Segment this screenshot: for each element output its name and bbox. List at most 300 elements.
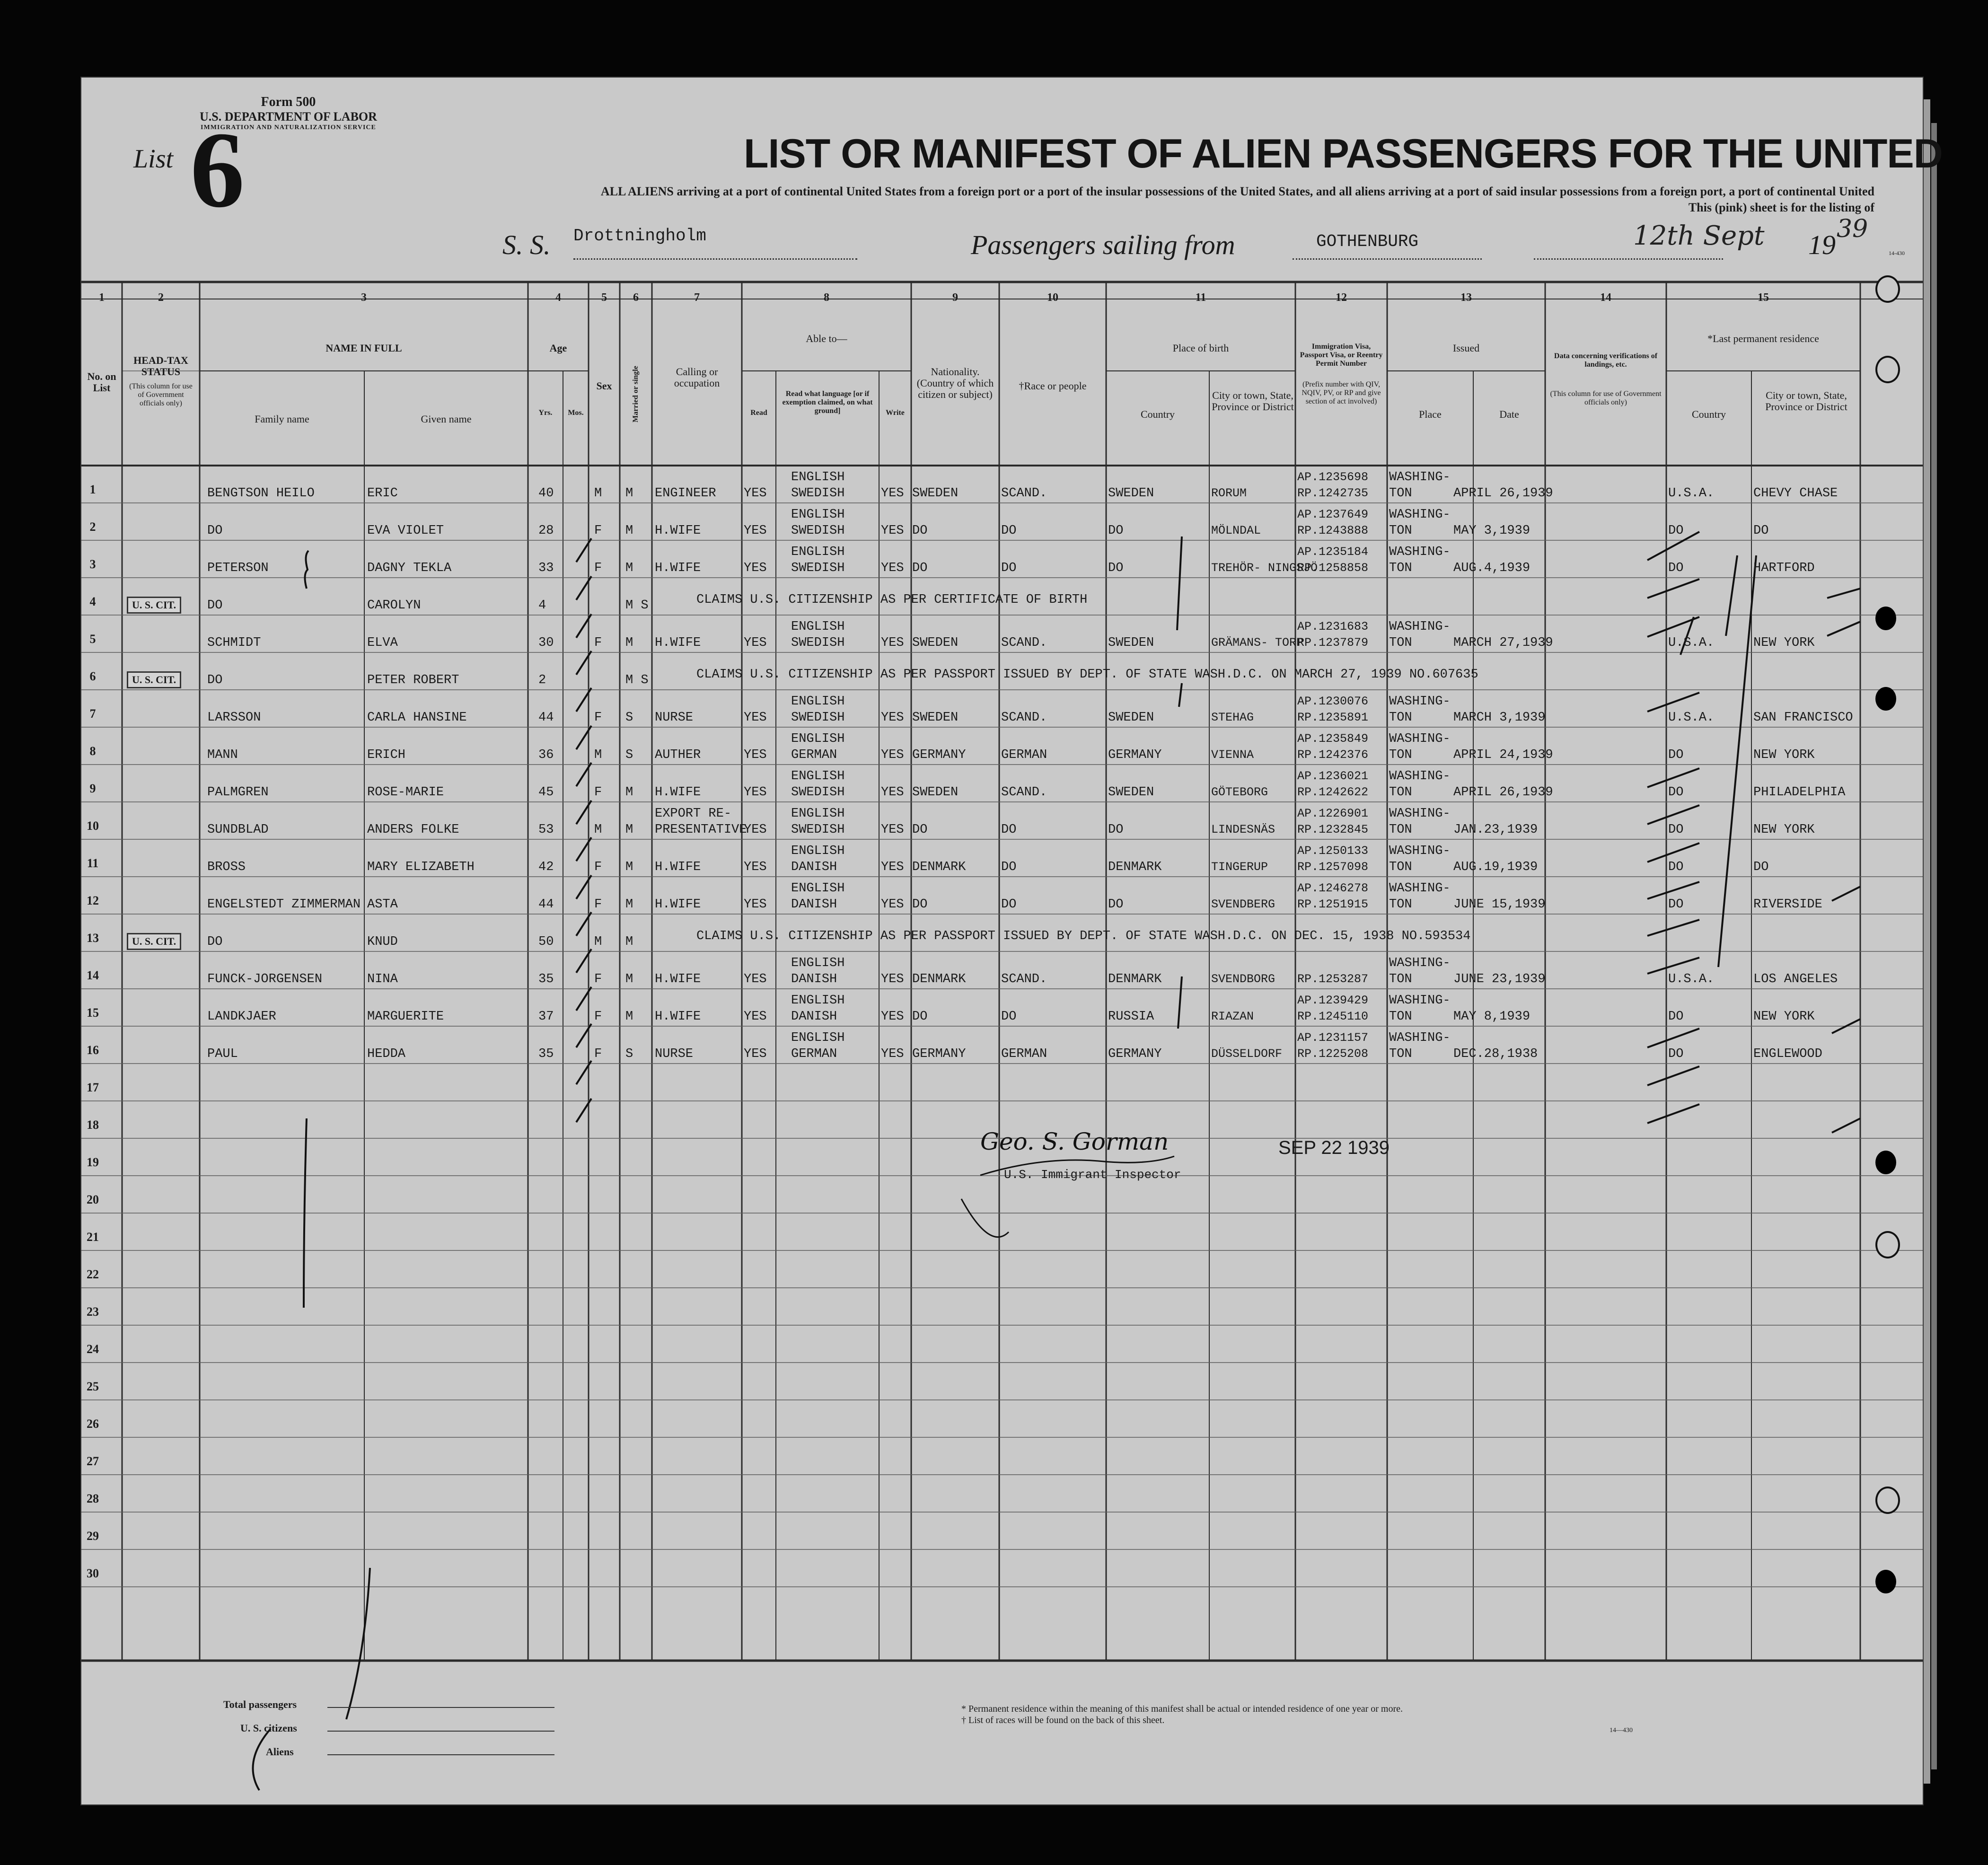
reentry-permit-number: RP.1242622 [1297,785,1369,799]
issued-place-line-1: WASHING- [1389,620,1451,634]
marital-status: S [625,711,633,725]
issued-place-line-1: WASHING- [1389,470,1451,484]
reentry-permit-number: RP.1245110 [1297,1010,1369,1023]
age-years: 4 [538,598,546,613]
row-number: 13 [87,931,99,945]
visa-number: AP.1231157 [1297,1031,1369,1045]
can-read: YES [744,524,767,538]
row-number: 17 [87,1081,99,1094]
age-years: 50 [538,935,554,949]
age-years: 44 [538,711,554,725]
read-language-2: SWEDISH [791,785,845,800]
us-citizen-stamp: U. S. CIT. [127,671,181,688]
footer-form-code: 14—430 [1610,1727,1633,1734]
sex: F [594,711,602,725]
column-number-1: 1 [99,291,105,304]
list-number: 6 [190,109,245,230]
header-family-name: Family name [255,413,309,425]
marital-status: S [625,1047,633,1061]
page-edge-shadow [1931,123,1937,1769]
age-years: 53 [538,823,554,837]
family-name: DO [207,598,223,613]
marital-status: M [625,935,633,949]
residence-city: SAN FRANCISCO [1753,711,1853,725]
visa-number: AP.1231683 [1297,620,1369,633]
family-name: BENGTSON HEILO [207,486,315,501]
residence-city: NEW YORK [1753,823,1815,837]
header-age-months: Mos. [568,409,584,417]
header-read: Read [750,409,767,417]
visa-number: AP.1250133 [1297,844,1369,858]
citizenship-claim: CLAIMS U.S. CITIZENSHIP AS PER CERTIFICATE OF BIRTH [696,593,1088,607]
row-number: 21 [87,1230,99,1244]
issued-place-line-1: WASHING- [1389,881,1451,896]
given-name: ERICH [367,748,406,762]
birth-country: SWEDEN [1108,486,1154,501]
race: DO [1001,897,1017,912]
birth-country: DO [1108,897,1124,912]
visa-number: AP.1246278 [1297,881,1369,895]
residence-country: DO [1668,860,1684,874]
marital-status: M [625,561,633,575]
nationality: GERMANY [912,1047,966,1061]
can-write: YES [881,823,904,837]
issued-date: MAY 3,1939 [1453,524,1531,538]
column-number-14: 14 [1600,291,1611,304]
occupation: H.WIFE [655,636,701,650]
birth-city: SVENDBORG [1211,972,1275,986]
can-write: YES [881,748,904,762]
row-number: 18 [87,1118,99,1132]
age-years: 33 [538,561,554,575]
sex: F [594,636,602,650]
row-number: 23 [87,1305,99,1319]
department-name: U.S. DEPARTMENT OF LABOR [200,110,377,123]
header-verifications-note: (This column for use of Government officials only) [1550,390,1662,406]
row-number: 25 [87,1380,99,1393]
marital-status: M [625,785,633,800]
manifest-sheet [81,78,1943,1804]
given-name: ANDERS FOLKE [367,823,459,837]
family-name: PALMGREN [207,785,269,800]
race: GERMAN [1001,748,1047,762]
birth-city: RORUM [1211,486,1247,500]
read-language-1: ENGLISH [791,844,845,858]
given-name: MARY ELIZABETH [367,860,475,874]
given-name: KNUD [367,935,398,949]
birth-city: STEHAG [1211,711,1254,724]
header-nationality: Nationality. (Country of which citizen or subject) [916,366,994,400]
column-number-11: 11 [1195,291,1206,304]
nationality: DO [912,897,928,912]
read-language-1: ENGLISH [791,470,845,484]
can-read: YES [744,785,767,800]
issued-place-line-2: TON [1389,561,1412,575]
residence-city: CHEVY CHASE [1753,486,1838,501]
can-read: YES [744,1047,767,1061]
issued-place-line-2: TON [1389,972,1412,986]
header-visa: Immigration Visa, Passport Visa, or Reentry Permit Number [1300,343,1383,368]
marital-status: S [625,748,633,762]
read-language-1: ENGLISH [791,956,845,970]
issued-place-line-2: TON [1389,785,1412,800]
reentry-permit-number: RP.1257098 [1297,860,1369,874]
sex: M [594,935,602,949]
issued-place-line-2: TON [1389,486,1412,501]
reentry-permit-number: RP.1225208 [1297,1047,1369,1061]
residence-country: DO [1668,1047,1684,1061]
read-language-1: ENGLISH [791,695,845,709]
can-write: YES [881,711,904,725]
given-name: EVA VIOLET [367,524,444,538]
issued-place-line-1: WASHING- [1389,844,1451,858]
can-write: YES [881,561,904,575]
birth-country: GERMANY [1108,748,1162,762]
residence-country: DO [1668,561,1684,575]
birth-city: GÖTEBORG [1211,785,1268,799]
family-name: BROSS [207,860,246,874]
reentry-permit-number: RP.1253287 [1297,972,1369,986]
marital-status: M [625,1010,633,1024]
issued-place-line-1: WASHING- [1389,508,1451,522]
header-name-in-full: NAME IN FULL [325,342,402,354]
row-number: 7 [89,707,96,721]
footer-total-passengers: Total passengers [223,1698,297,1710]
occupation: H.WIFE [655,785,701,800]
nationality: DENMARK [912,860,966,874]
issued-date: JAN.23,1939 [1453,823,1538,837]
column-number-6: 6 [633,291,639,304]
issued-place-line-1: WASHING- [1389,769,1451,783]
age-years: 35 [538,1047,554,1061]
read-language-2: DANISH [791,897,837,912]
can-write: YES [881,860,904,874]
given-name: MARGUERITE [367,1010,444,1024]
residence-city: NEW YORK [1753,636,1815,650]
residence-country: U.S.A. [1668,636,1715,650]
nationality: SWEDEN [912,711,959,725]
family-name: PETERSON [207,561,269,575]
residence-city: HARTFORD [1753,561,1815,575]
issued-date: MARCH 3,1939 [1453,711,1546,725]
visa-number: AP.1226901 [1297,807,1369,820]
can-write: YES [881,636,904,650]
issued-place-line-2: TON [1389,636,1412,650]
read-language-2: DANISH [791,972,837,986]
inspector-signature: Geo. S. Gorman [980,1128,1169,1155]
read-language-2: GERMAN [791,1047,837,1061]
residence-country: U.S.A. [1668,972,1715,986]
row-number: 20 [87,1193,99,1206]
birth-country: SWEDEN [1108,711,1154,725]
can-read: YES [744,860,767,874]
marital-status: M [625,860,633,874]
issued-date: AUG.19,1939 [1453,860,1538,874]
reentry-permit-number: RP.1242735 [1297,486,1369,500]
row-number: 12 [87,894,99,907]
birth-city: GRÄMANS- TORP [1211,636,1304,650]
sex: F [594,897,602,912]
header-birth-country: Country [1140,408,1175,420]
year-hand: 39 [1837,215,1868,243]
residence-city: LOS ANGELES [1753,972,1838,986]
header-calling: Calling or occupation [674,366,720,389]
row-number: 24 [87,1342,99,1356]
residence-country: DO [1668,524,1684,538]
issued-place-line-2: TON [1389,711,1412,725]
residence-country: DO [1668,823,1684,837]
family-name: DO [207,673,223,687]
row-number: 8 [89,744,96,758]
header-age-years: Yrs. [538,409,553,417]
can-write: YES [881,486,904,501]
visa-number: AP.1230076 [1297,695,1369,708]
footnote-races: † List of races will be found on the back of this sheet. [961,1715,1165,1725]
residence-country: U.S.A. [1668,711,1715,725]
family-name: PAUL [207,1047,238,1061]
occupation: AUTHER [655,748,701,762]
visa-number: AP.1239429 [1297,994,1369,1007]
row-number: 10 [87,819,99,833]
subtitle-line-1: ALL ALIENS arriving at a port of continental United States from a foreign port or a port of the insular possessions of the United States, and all aliens arriving at a port of said insular possessions from a foreign port, a port of continental United [600,185,1874,198]
column-number-5: 5 [601,291,607,304]
issued-place-line-1: WASHING- [1389,545,1451,559]
birth-city: TREHÖR- NINGSJÖ [1211,561,1318,575]
race: SCAND. [1001,711,1047,725]
header-no-on-list: No. on List [87,370,116,394]
race: SCAND. [1001,972,1047,986]
marital-status: M [625,486,633,501]
service-name: IMMIGRATION AND NATURALIZATION SERVICE [201,124,376,131]
race: DO [1001,524,1017,538]
list-label: List [133,144,174,174]
age-years: 28 [538,524,554,538]
family-name: MANN [207,748,238,762]
marital-status: M S [625,673,649,687]
residence-country: DO [1668,1010,1684,1024]
issued-date: AUG.4,1939 [1453,561,1531,575]
marital-status: M [625,972,633,986]
nationality: DO [912,524,928,538]
nationality: DO [912,823,928,837]
sex: F [594,860,602,874]
port-name: GOTHENBURG [1316,232,1419,251]
reentry-permit-number: RP.1232845 [1297,823,1369,836]
birth-country: DENMARK [1108,972,1162,986]
header-place-of-birth: Place of birth [1172,342,1229,354]
sex: F [594,972,602,986]
race: GERMAN [1001,1047,1047,1061]
occupation: NURSE [655,711,694,725]
race: DO [1001,1010,1017,1024]
citizenship-claim: CLAIMS U.S. CITIZENSHIP AS PER PASSPORT ISSUED BY DEPT. OF STATE WASH.D.C. ON DEC. 15, 1938 NO.593534 [696,929,1471,943]
us-citizen-stamp: U. S. CIT. [127,597,181,614]
visa-number: AP.1237649 [1297,508,1369,521]
issued-date: MARCH 27,1939 [1453,636,1553,650]
row-number: 27 [87,1454,99,1468]
given-name: ROSE-MARIE [367,785,444,800]
read-language-2: SWEDISH [791,561,845,575]
given-name: CARLA HANSINE [367,711,467,725]
birth-city: MÖLNDAL [1211,524,1261,537]
header-married-single: Married or single [632,366,640,422]
residence-city: DO [1753,524,1769,538]
issued-date: APRIL 26,1939 [1453,486,1553,501]
marital-status: M S [625,598,649,613]
row-number: 5 [89,632,96,646]
read-language-2: SWEDISH [791,823,845,837]
header-verifications: Data concerning verifications of landings, etc. [1554,352,1658,369]
given-name: HEDDA [367,1047,406,1061]
ss-label: S. S. [502,229,551,260]
birth-city: TINGERUP [1211,860,1268,874]
sex: F [594,1047,602,1061]
read-language-2: SWEDISH [791,636,845,650]
residence-city: PHILADELPHIA [1753,785,1846,800]
header-residence-city: City or town, State, Province or District [1765,389,1847,413]
reentry-permit-number: RP.1237879 [1297,636,1369,650]
issued-place-line-2: TON [1389,1010,1412,1024]
family-name: LANDKJAER [207,1010,276,1024]
sailing-label: Passengers sailing from [971,229,1235,260]
read-language-2: DANISH [791,1010,837,1024]
issued-date: MAY 8,1939 [1453,1010,1531,1024]
reentry-permit-number: RP.1243888 [1297,524,1369,537]
nationality: GERMANY [912,748,966,762]
column-number-3: 3 [361,291,367,304]
header-head-tax-note: (This column for use of Government officials only) [129,382,193,407]
sex: M [594,486,602,501]
occupation: H.WIFE [655,524,701,538]
footer-citizens-line [327,1731,554,1732]
can-read: YES [744,711,767,725]
given-name: ASTA [367,897,398,912]
header-visa-note: (Prefix number with QIV, NQIV, PV, or RP and give section of act involved) [1302,380,1381,405]
age-years: 45 [538,785,554,800]
race: SCAND. [1001,636,1047,650]
race: DO [1001,823,1017,837]
sailing-date: 12th Sept [1633,220,1765,251]
header-issued-place: Place [1419,408,1442,420]
issued-date: APRIL 24,1939 [1453,748,1553,762]
read-language-2: DANISH [791,860,837,874]
visa-number: AP.1236021 [1297,769,1369,783]
column-number-7: 7 [694,291,700,304]
issued-date: JUNE 15,1939 [1453,897,1546,912]
issued-place-line-1: WASHING- [1389,994,1451,1008]
nationality: SWEDEN [912,636,959,650]
marital-status: M [625,823,633,837]
age-years: 42 [538,860,554,874]
marital-status: M [625,524,633,538]
ship-name: Drottningholm [573,226,706,246]
binder-hole [1875,1151,1896,1174]
family-name: LARSSON [207,711,261,725]
inspection-date-stamp: SEP 22 1939 [1278,1137,1390,1158]
row-number: 11 [87,856,99,870]
issued-date: JUNE 23,1939 [1453,972,1546,986]
occupation: H.WIFE [655,860,701,874]
can-write: YES [881,524,904,538]
column-number-15: 15 [1758,291,1769,304]
row-number: 26 [87,1417,99,1431]
sex: F [594,561,602,575]
given-name: DAGNY TEKLA [367,561,452,575]
occupation: H.WIFE [655,897,701,912]
issued-place-line-1: WASHING- [1389,732,1451,746]
sex: F [594,1010,602,1024]
citizenship-claim: CLAIMS U.S. CITIZENSHIP AS PER PASSPORT ISSUED BY DEPT. OF STATE WASH.D.C. ON MARCH 27, 1939 NO.607635 [696,668,1478,682]
page-edge [1923,99,1930,1784]
read-language-1: ENGLISH [791,508,845,522]
given-name: NINA [367,972,398,986]
family-name: ENGELSTEDT ZIMMERMAN [207,897,361,912]
residence-city: ENGLEWOOD [1753,1047,1822,1061]
issued-date: APRIL 26,1939 [1453,785,1553,800]
row-number: 30 [87,1566,99,1580]
visa-number: AP.1235698 [1297,470,1369,484]
header-last-residence: *Last permanent residence [1707,333,1819,344]
nationality: SWEDEN [912,785,959,800]
occupation: NURSE [655,1047,694,1061]
subtitle-line-2: This (pink) sheet is for the listing of [1688,201,1874,214]
nationality: SWEDEN [912,486,959,501]
header-able-to: Able to— [806,333,847,344]
issued-place-line-2: TON [1389,524,1412,538]
footer-aliens-line [327,1754,554,1755]
header-issued-date: Date [1499,408,1519,420]
read-language-1: ENGLISH [791,769,845,783]
occupation: H.WIFE [655,1010,701,1024]
row-number: 6 [89,669,96,683]
occupation: PRESENTATIVE [655,823,747,837]
read-language-1: ENGLISH [791,620,845,634]
issued-place-line-1: WASHING- [1389,807,1451,821]
can-write: YES [881,1010,904,1024]
issued-place-line-2: TON [1389,897,1412,912]
family-name: DO [207,935,223,949]
can-write: YES [881,897,904,912]
read-language-2: GERMAN [791,748,837,762]
footer-total-line [327,1707,554,1708]
footer-aliens: Aliens [266,1746,294,1758]
occupation: H.WIFE [655,972,701,986]
can-read: YES [744,636,767,650]
inspector-title: U.S. Immigrant Inspector [1004,1168,1181,1182]
column-number-12: 12 [1336,291,1347,304]
age-years: 44 [538,897,554,912]
binder-hole [1875,1487,1900,1514]
binder-hole [1875,356,1900,383]
birth-country: DO [1108,561,1124,575]
birth-country: SWEDEN [1108,636,1154,650]
residence-city: RIVERSIDE [1753,897,1822,912]
header-race: †Race or people [1019,380,1087,392]
row-number: 15 [87,1006,99,1020]
year-prefix: 19 [1808,229,1836,260]
race: DO [1001,860,1017,874]
residence-country: U.S.A. [1668,486,1715,501]
marital-status: M [625,636,633,650]
read-language-1: ENGLISH [791,545,845,559]
age-years: 36 [538,748,554,762]
age-years: 37 [538,1010,554,1024]
occupation-line-1: EXPORT RE- [655,807,732,821]
residence-country: DO [1668,897,1684,912]
visa-number: AP.1235849 [1297,732,1369,746]
read-language-2: SWEDISH [791,486,845,501]
given-name: CAROLYN [367,598,421,613]
